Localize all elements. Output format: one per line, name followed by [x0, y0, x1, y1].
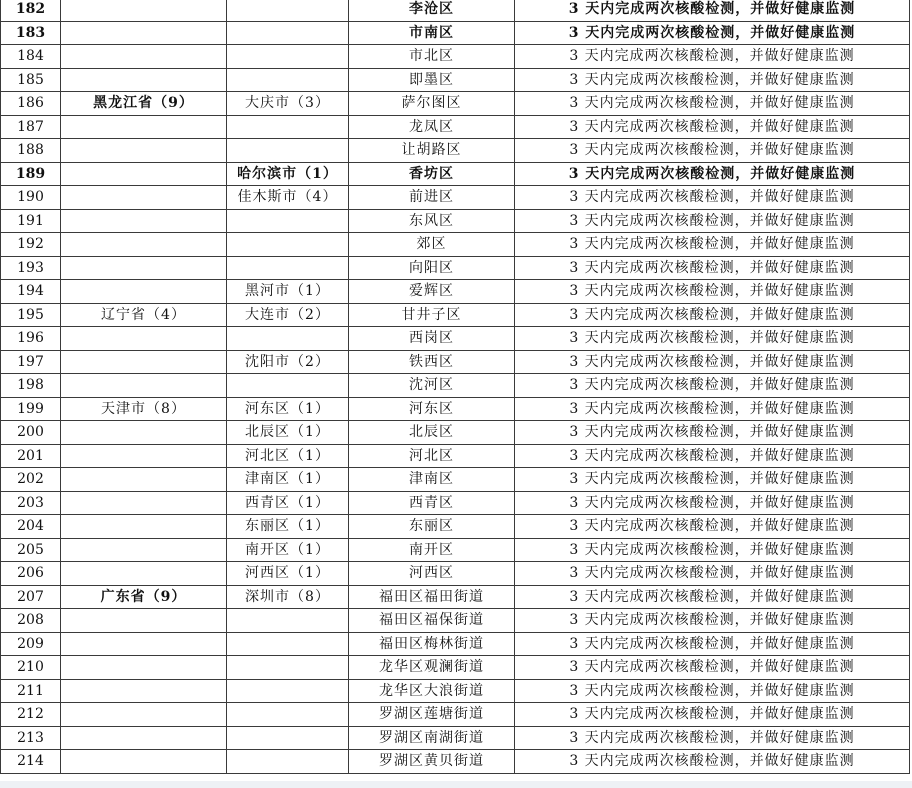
- table-row: [1, 45, 910, 69]
- requirement-cell: 3 天内完成两次核酸检测，并做好健康监测: [515, 750, 910, 774]
- requirement-cell: 3 天内完成两次核酸检测，并做好健康监测: [515, 115, 910, 139]
- row-number-cell: 197: [1, 350, 61, 374]
- province-cell: [61, 280, 227, 304]
- table-row: [1, 609, 910, 633]
- table-row: [1, 726, 910, 750]
- row-number-cell: 187: [1, 115, 61, 139]
- table-row: [1, 444, 910, 468]
- district-cell: 甘井子区: [349, 303, 515, 327]
- province-cell: [61, 679, 227, 703]
- district-cell: 市南区: [349, 21, 515, 45]
- row-number-cell: 194: [1, 280, 61, 304]
- requirement-cell: 3 天内完成两次核酸检测，并做好健康监测: [515, 162, 910, 186]
- requirement-cell: 3 天内完成两次核酸检测，并做好健康监测: [515, 45, 910, 69]
- city-cell: [227, 679, 349, 703]
- province-cell: [61, 45, 227, 69]
- requirement-cell: 3 天内完成两次核酸检测，并做好健康监测: [515, 679, 910, 703]
- table-row: [1, 656, 910, 680]
- city-cell: [227, 374, 349, 398]
- district-cell: 龙华区大浪街道: [349, 679, 515, 703]
- province-cell: [61, 726, 227, 750]
- province-cell: 天津市（8）: [61, 397, 227, 421]
- row-number-cell: 211: [1, 679, 61, 703]
- requirement-cell: 3 天内完成两次核酸检测，并做好健康监测: [515, 444, 910, 468]
- province-cell: [61, 209, 227, 233]
- bottom-scroll-strip: [0, 781, 912, 788]
- row-number-cell: 185: [1, 68, 61, 92]
- city-cell: 沈阳市（2）: [227, 350, 349, 374]
- requirement-cell: 3 天内完成两次核酸检测，并做好健康监测: [515, 68, 910, 92]
- row-number-cell: 195: [1, 303, 61, 327]
- city-cell: 西青区（1）: [227, 491, 349, 515]
- district-cell: 津南区: [349, 468, 515, 492]
- row-number-cell: 213: [1, 726, 61, 750]
- requirement-cell: 3 天内完成两次核酸检测，并做好健康监测: [515, 421, 910, 445]
- table-row: [1, 303, 910, 327]
- table-row: [1, 750, 910, 774]
- province-cell: [61, 750, 227, 774]
- row-number-cell: 201: [1, 444, 61, 468]
- table-row: [1, 209, 910, 233]
- district-cell: 即墨区: [349, 68, 515, 92]
- row-number-cell: 200: [1, 421, 61, 445]
- district-cell: 沈河区: [349, 374, 515, 398]
- table-row: [1, 562, 910, 586]
- table-row: [1, 491, 910, 515]
- province-cell: [61, 68, 227, 92]
- province-cell: [61, 139, 227, 163]
- province-cell: [61, 0, 227, 21]
- requirement-cell: 3 天内完成两次核酸检测，并做好健康监测: [515, 585, 910, 609]
- city-cell: [227, 115, 349, 139]
- district-cell: 北辰区: [349, 421, 515, 445]
- province-cell: [61, 632, 227, 656]
- requirement-cell: 3 天内完成两次核酸检测，并做好健康监测: [515, 538, 910, 562]
- city-cell: 哈尔滨市（1）: [227, 162, 349, 186]
- requirement-cell: 3 天内完成两次核酸检测，并做好健康监测: [515, 186, 910, 210]
- row-number-cell: 210: [1, 656, 61, 680]
- requirement-cell: 3 天内完成两次核酸检测，并做好健康监测: [515, 0, 910, 21]
- district-cell: 东风区: [349, 209, 515, 233]
- district-cell: 福田区福保街道: [349, 609, 515, 633]
- province-cell: [61, 233, 227, 257]
- city-cell: [227, 327, 349, 351]
- city-cell: 佳木斯市（4）: [227, 186, 349, 210]
- province-cell: [61, 374, 227, 398]
- city-cell: [227, 726, 349, 750]
- requirement-cell: 3 天内完成两次核酸检测，并做好健康监测: [515, 92, 910, 116]
- row-number-cell: 186: [1, 92, 61, 116]
- city-cell: 大庆市（3）: [227, 92, 349, 116]
- table-row: [1, 0, 910, 21]
- district-cell: 让胡路区: [349, 139, 515, 163]
- province-cell: [61, 444, 227, 468]
- city-cell: 津南区（1）: [227, 468, 349, 492]
- province-cell: [61, 350, 227, 374]
- table-row: [1, 115, 910, 139]
- table-row: [1, 162, 910, 186]
- row-number-cell: 202: [1, 468, 61, 492]
- row-number-cell: 182: [1, 0, 61, 21]
- requirement-cell: 3 天内完成两次核酸检测，并做好健康监测: [515, 21, 910, 45]
- row-number-cell: 207: [1, 585, 61, 609]
- province-cell: [61, 256, 227, 280]
- district-cell: 东丽区: [349, 515, 515, 539]
- district-cell: 龙华区观澜街道: [349, 656, 515, 680]
- requirement-cell: 3 天内完成两次核酸检测，并做好健康监测: [515, 632, 910, 656]
- table-row: [1, 585, 910, 609]
- row-number-cell: 198: [1, 374, 61, 398]
- district-cell: 香坊区: [349, 162, 515, 186]
- city-cell: [227, 609, 349, 633]
- requirement-cell: 3 天内完成两次核酸检测，并做好健康监测: [515, 374, 910, 398]
- row-number-cell: 193: [1, 256, 61, 280]
- district-cell: 郊区: [349, 233, 515, 257]
- row-number-cell: 208: [1, 609, 61, 633]
- table-body: [1, 0, 910, 773]
- city-cell: [227, 45, 349, 69]
- row-number-cell: 204: [1, 515, 61, 539]
- district-cell: 罗湖区莲塘街道: [349, 703, 515, 727]
- province-cell: [61, 609, 227, 633]
- district-cell: 福田区梅林街道: [349, 632, 515, 656]
- requirement-cell: 3 天内完成两次核酸检测，并做好健康监测: [515, 303, 910, 327]
- district-cell: 福田区福田街道: [349, 585, 515, 609]
- province-cell: [61, 703, 227, 727]
- table-row: [1, 538, 910, 562]
- city-cell: [227, 209, 349, 233]
- requirement-cell: 3 天内完成两次核酸检测，并做好健康监测: [515, 139, 910, 163]
- table-row: [1, 468, 910, 492]
- city-cell: 大连市（2）: [227, 303, 349, 327]
- row-number-cell: 199: [1, 397, 61, 421]
- district-cell: 罗湖区南湖街道: [349, 726, 515, 750]
- row-number-cell: 212: [1, 703, 61, 727]
- row-number-cell: 184: [1, 45, 61, 69]
- district-cell: 李沧区: [349, 0, 515, 21]
- requirement-cell: 3 天内完成两次核酸检测，并做好健康监测: [515, 280, 910, 304]
- table-row: [1, 679, 910, 703]
- district-cell: 市北区: [349, 45, 515, 69]
- row-number-cell: 196: [1, 327, 61, 351]
- requirement-cell: 3 天内完成两次核酸检测，并做好健康监测: [515, 256, 910, 280]
- province-cell: [61, 162, 227, 186]
- row-number-cell: 190: [1, 186, 61, 210]
- row-number-cell: 192: [1, 233, 61, 257]
- requirement-cell: 3 天内完成两次核酸检测，并做好健康监测: [515, 233, 910, 257]
- city-cell: 黑河市（1）: [227, 280, 349, 304]
- table-row: [1, 256, 910, 280]
- district-cell: 前进区: [349, 186, 515, 210]
- requirement-cell: 3 天内完成两次核酸检测，并做好健康监测: [515, 515, 910, 539]
- table-row: [1, 397, 910, 421]
- table-row: [1, 374, 910, 398]
- district-cell: 向阳区: [349, 256, 515, 280]
- table-row: [1, 421, 910, 445]
- requirement-cell: 3 天内完成两次核酸检测，并做好健康监测: [515, 656, 910, 680]
- table-row: [1, 139, 910, 163]
- province-cell: [61, 21, 227, 45]
- table-row: [1, 327, 910, 351]
- province-cell: [61, 538, 227, 562]
- province-cell: [61, 515, 227, 539]
- city-cell: [227, 256, 349, 280]
- table-row: [1, 632, 910, 656]
- row-number-cell: 205: [1, 538, 61, 562]
- district-cell: 河西区: [349, 562, 515, 586]
- requirement-cell: 3 天内完成两次核酸检测，并做好健康监测: [515, 609, 910, 633]
- table-row: [1, 350, 910, 374]
- district-cell: 河北区: [349, 444, 515, 468]
- table-row: [1, 68, 910, 92]
- province-cell: [61, 656, 227, 680]
- province-cell: [61, 186, 227, 210]
- province-cell: 黑龙江省（9）: [61, 92, 227, 116]
- requirement-cell: 3 天内完成两次核酸检测，并做好健康监测: [515, 703, 910, 727]
- table-row: [1, 515, 910, 539]
- city-cell: [227, 632, 349, 656]
- province-cell: [61, 421, 227, 445]
- row-number-cell: 183: [1, 21, 61, 45]
- province-cell: [61, 327, 227, 351]
- province-cell: [61, 115, 227, 139]
- table-row: [1, 233, 910, 257]
- city-cell: [227, 21, 349, 45]
- row-number-cell: 188: [1, 139, 61, 163]
- table-row: [1, 280, 910, 304]
- requirement-cell: 3 天内完成两次核酸检测，并做好健康监测: [515, 327, 910, 351]
- requirement-cell: 3 天内完成两次核酸检测，并做好健康监测: [515, 350, 910, 374]
- row-number-cell: 203: [1, 491, 61, 515]
- requirement-cell: 3 天内完成两次核酸检测，并做好健康监测: [515, 562, 910, 586]
- district-cell: 南开区: [349, 538, 515, 562]
- city-cell: [227, 656, 349, 680]
- city-cell: [227, 0, 349, 21]
- requirement-cell: 3 天内完成两次核酸检测，并做好健康监测: [515, 491, 910, 515]
- district-cell: 西青区: [349, 491, 515, 515]
- city-cell: [227, 233, 349, 257]
- city-cell: 南开区（1）: [227, 538, 349, 562]
- city-cell: [227, 68, 349, 92]
- city-cell: 北辰区（1）: [227, 421, 349, 445]
- district-cell: 铁西区: [349, 350, 515, 374]
- requirement-cell: 3 天内完成两次核酸检测，并做好健康监测: [515, 209, 910, 233]
- province-cell: [61, 468, 227, 492]
- city-cell: [227, 139, 349, 163]
- requirement-cell: 3 天内完成两次核酸检测，并做好健康监测: [515, 468, 910, 492]
- city-cell: [227, 750, 349, 774]
- district-cell: 西岗区: [349, 327, 515, 351]
- row-number-cell: 191: [1, 209, 61, 233]
- requirement-cell: 3 天内完成两次核酸检测，并做好健康监测: [515, 726, 910, 750]
- city-cell: 河东区（1）: [227, 397, 349, 421]
- city-cell: 河西区（1）: [227, 562, 349, 586]
- district-cell: 龙凤区: [349, 115, 515, 139]
- district-cell: 河东区: [349, 397, 515, 421]
- province-cell: 辽宁省（4）: [61, 303, 227, 327]
- table-row: [1, 186, 910, 210]
- city-cell: 河北区（1）: [227, 444, 349, 468]
- city-cell: 深圳市（8）: [227, 585, 349, 609]
- province-cell: [61, 562, 227, 586]
- row-number-cell: 209: [1, 632, 61, 656]
- row-number-cell: 214: [1, 750, 61, 774]
- row-number-cell: 189: [1, 162, 61, 186]
- table-row: [1, 21, 910, 45]
- district-cell: 爱辉区: [349, 280, 515, 304]
- table-row: [1, 92, 910, 116]
- requirement-cell: 3 天内完成两次核酸检测，并做好健康监测: [515, 397, 910, 421]
- city-cell: 东丽区（1）: [227, 515, 349, 539]
- district-cell: 萨尔图区: [349, 92, 515, 116]
- table-row: [1, 703, 910, 727]
- row-number-cell: 206: [1, 562, 61, 586]
- province-cell: [61, 491, 227, 515]
- province-cell: 广东省（9）: [61, 585, 227, 609]
- city-cell: [227, 703, 349, 727]
- district-cell: 罗湖区黄贝街道: [349, 750, 515, 774]
